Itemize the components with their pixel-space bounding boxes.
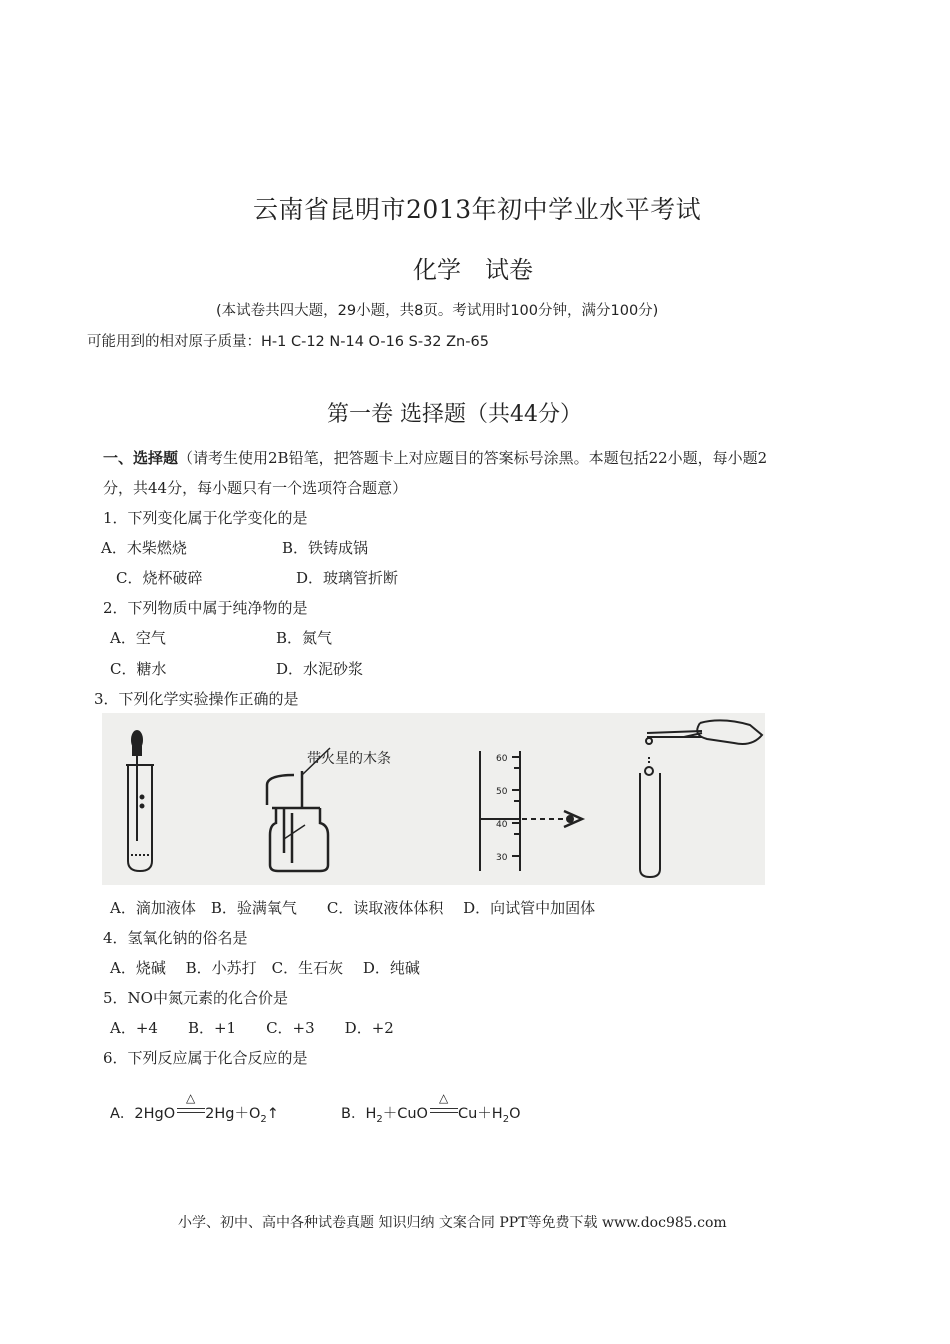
q1-stem: 1．下列变化属于化学变化的是 bbox=[103, 509, 308, 527]
instructions-line-1 bbox=[103, 447, 767, 468]
instructions-text: （请考生使用2B铅笔，把答题卡上对应题目的答案标号涂黑。本题包括22小题，每小题2 bbox=[178, 449, 768, 467]
tick-50: 50 bbox=[496, 787, 508, 797]
instructions-line-2: 分，共44分，每小题只有一个选项符合题意） bbox=[103, 479, 408, 497]
double-line-equals bbox=[430, 1108, 458, 1113]
q1-option-d: D．玻璃管折断 bbox=[296, 569, 399, 587]
q6-a-arrow: ↑ bbox=[266, 1106, 279, 1122]
q6-b-heat-condition bbox=[430, 1091, 458, 1114]
q3-stem: 3．下列化学实验操作正确的是 bbox=[94, 690, 299, 708]
q6-b-reactant: ＋CuO bbox=[382, 1106, 428, 1122]
lab-operations-figure bbox=[102, 713, 765, 885]
q6-b-product: Cu＋H bbox=[457, 1106, 503, 1122]
heat-triangle-icon: △ bbox=[439, 1091, 449, 1105]
q2-option-c: C．糖水 bbox=[110, 660, 167, 678]
q6-b-sub2: 2 bbox=[502, 1113, 510, 1125]
section-title: 第一卷 选择题（共44分） bbox=[327, 402, 582, 427]
double-line-equals bbox=[177, 1108, 205, 1113]
exam-title: 云南省昆明市2013年初中学业水平考试 bbox=[253, 195, 702, 224]
tick-30: 30 bbox=[496, 853, 508, 863]
q6-stem: 6．下列反应属于化合反应的是 bbox=[103, 1049, 308, 1067]
page-footer: 小学、初中、高中各种试卷真题 知识归纳 文案合同 PPT等免费下载 www.doc985.com bbox=[178, 1215, 727, 1231]
q6-a-product: 2Hg＋O bbox=[205, 1106, 261, 1122]
tweezers-and-test-tube-drawing bbox=[640, 720, 762, 877]
q5-options: A．+4 B．+1 C．+3 D．+2 bbox=[110, 1019, 394, 1037]
q6-b-end: O bbox=[509, 1106, 521, 1122]
q6-b-label: B．H bbox=[341, 1106, 377, 1122]
q4-stem: 4．氢氧化钠的俗名是 bbox=[103, 929, 248, 947]
q2-option-a: A．空气 bbox=[110, 629, 166, 647]
q6-a-sub: 2 bbox=[260, 1113, 267, 1125]
q2-stem: 2．下列物质中属于纯净物的是 bbox=[103, 599, 308, 617]
q1-option-b: B．铁铸成锅 bbox=[282, 539, 369, 557]
tick-60: 60 bbox=[496, 754, 508, 764]
q1-option-c: C．烧杯破碎 bbox=[116, 569, 203, 587]
q6-a-heat-condition bbox=[177, 1091, 205, 1114]
dropper-in-test-tube-drawing bbox=[126, 731, 154, 871]
q2-option-b: B．氮气 bbox=[276, 629, 333, 647]
glowing-splint-label: 带火星的木条 bbox=[307, 751, 391, 767]
q4-options: A．烧碱 B．小苏打 C．生石灰 D．纯碱 bbox=[110, 959, 420, 977]
q2-option-d: D．水泥砂浆 bbox=[276, 660, 364, 678]
part-heading: 一、选择题 bbox=[103, 449, 179, 467]
heat-triangle-icon: △ bbox=[186, 1091, 196, 1105]
atomic-masses: 可能用到的相对原子质量：H-1 C-12 N-14 O-16 S-32 Zn-65 bbox=[87, 334, 489, 350]
exam-note: (本试卷共四大题，29小题，共8页。考试用时100分钟，满分100分) bbox=[216, 303, 659, 319]
q5-stem: 5．NO中氮元素的化合价是 bbox=[103, 989, 288, 1007]
q6-b-sub: 2 bbox=[376, 1113, 383, 1125]
tick-40: 40 bbox=[496, 820, 508, 830]
exam-subtitle: 化学 试卷 bbox=[413, 256, 533, 284]
q6-a-reactant: A．2HgO bbox=[110, 1106, 176, 1122]
q1-option-a: A．木柴燃烧 bbox=[101, 539, 187, 557]
q3-options: A．滴加液体 B．验满氧气 C．读取液体体积 D．向试管中加固体 bbox=[110, 899, 596, 917]
